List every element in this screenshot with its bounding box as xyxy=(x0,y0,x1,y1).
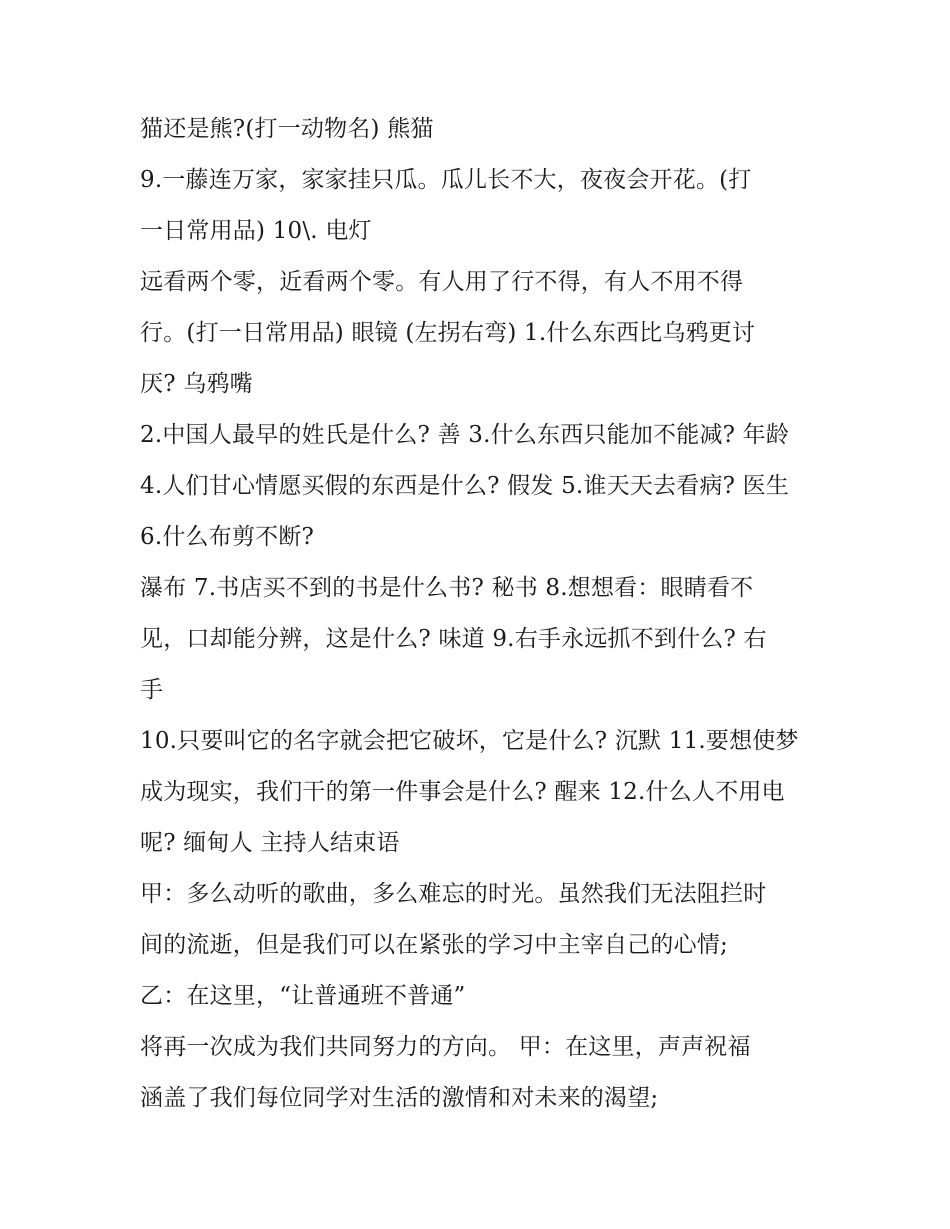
document-body xyxy=(140,104,830,1124)
text-line: 间的流逝，但是我们可以在紧张的学习中主宰自己的心情; xyxy=(140,932,728,958)
text-line: 10.只要叫它的名字就会把它破坏，它是什么? 沉默 11.要想使梦 xyxy=(140,728,799,754)
text-line: 涵盖了我们每位同学对生活的激情和对未来的渴望; xyxy=(140,1085,659,1111)
text-line: 一日常用品) 10\. 电灯 xyxy=(140,218,372,244)
text-line: 厌? 乌鸦嘴 xyxy=(140,371,253,397)
text-line: 瀑布 7.书店买不到的书是什么书? 秘书 8.想想看：眼睛看不 xyxy=(140,575,754,601)
text-line: 2.中国人最早的姓氏是什么? 善 3.什么东西只能加不能减? 年龄 xyxy=(140,422,790,448)
text-line: 呢? 缅甸人 主持人结束语 xyxy=(140,830,400,856)
text-line: 成为现实，我们干的第一件事会是什么? 醒来 12.什么人不用电 xyxy=(140,779,785,805)
text-line: 4.人们甘心情愿买假的东西是什么? 假发 5.谁天天去看病? 医生 xyxy=(140,473,790,499)
text-line: 甲：多么动听的歌曲，多么难忘的时光。虽然我们无法阻拦时 xyxy=(140,881,767,907)
text-line: 乙：在这里，“让普通班不普通” xyxy=(140,983,466,1009)
text-line: 将再一次成为我们共同努力的方向。 甲：在这里，声声祝福 xyxy=(140,1034,751,1060)
text-line: 行。(打一日常用品) 眼镜 (左拐右弯) 1.什么东西比乌鸦更讨 xyxy=(140,320,756,346)
text-line: 9.一藤连万家，家家挂只瓜。瓜儿长不大，夜夜会开花。(打 xyxy=(140,167,752,193)
text-line: 猫还是熊?(打一动物名) 熊猫 xyxy=(140,116,434,142)
text-line: 远看两个零，近看两个零。有人用了行不得，有人不用不得 xyxy=(140,269,744,295)
text-line: 手 xyxy=(140,677,164,703)
text-line: 6.什么布剪不断? xyxy=(140,524,315,550)
text-line: 见，口却能分辨，这是什么? 味道 9.右手永远抓不到什么? 右 xyxy=(140,626,767,652)
